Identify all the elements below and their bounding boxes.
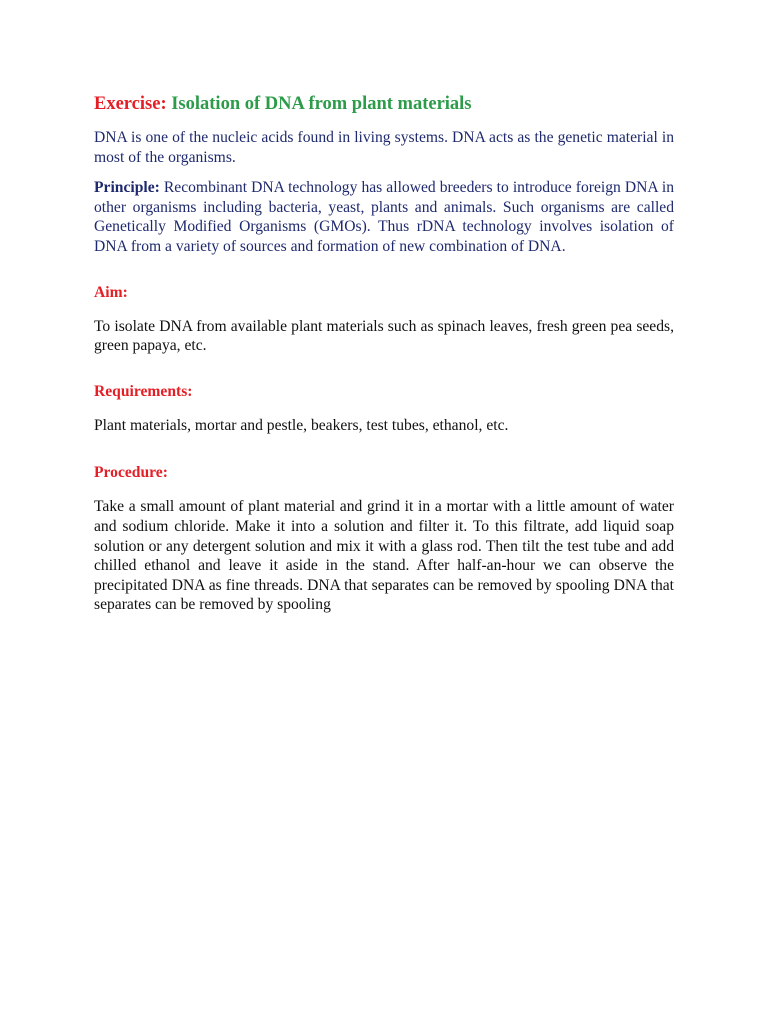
requirements-paragraph: Plant materials, mortar and pestle, beakers, test tubes, ethanol, etc. [94, 416, 509, 434]
aim-heading: Aim: [94, 283, 128, 301]
requirements-heading: Requirements: [94, 382, 193, 400]
procedure-heading: Procedure: [94, 464, 168, 482]
intro-paragraph: DNA is one of the nucleic acids found in living systems. DNA acts as the genetic material in most of the organisms. [94, 129, 674, 166]
exercise-label: Exercise: [94, 94, 167, 114]
principle-paragraph [94, 178, 674, 256]
principle-label: Principle: [94, 179, 160, 197]
document-page [94, 92, 674, 615]
exercise-title-text: Isolation of DNA from plant materials [166, 94, 472, 114]
procedure-paragraph: Take a small amount of plant material and grind it in a mortar with a little amount of water and sodium chloride. Make it into a solution and filter it. To this filtrate, add liquid soap solution or any detergent solution and mix it with a glass rod. Then tilt the test tube and add chilled ethanol and leave it aside in the stand. After half-an-hour we can observe the precipitated DNA as fine threads. DNA that separates can be removed by spooling DNA that separates can be removed by spooling [94, 498, 674, 614]
principle-text: Recombinant DNA technology has allowed breeders to introduce foreign DNA in other organisms including bacteria, yeast, plants and animals. Such organisms are called Genetically Modified Organisms (GMOs). Thus rDNA technology involves isolation of DNA from a variety of sources and formation of new combination of DNA. [94, 179, 674, 255]
aim-paragraph: To isolate DNA from available plant materials such as spinach leaves, fresh green pea seeds, green papaya, etc. [94, 317, 674, 355]
exercise-title [94, 92, 674, 116]
